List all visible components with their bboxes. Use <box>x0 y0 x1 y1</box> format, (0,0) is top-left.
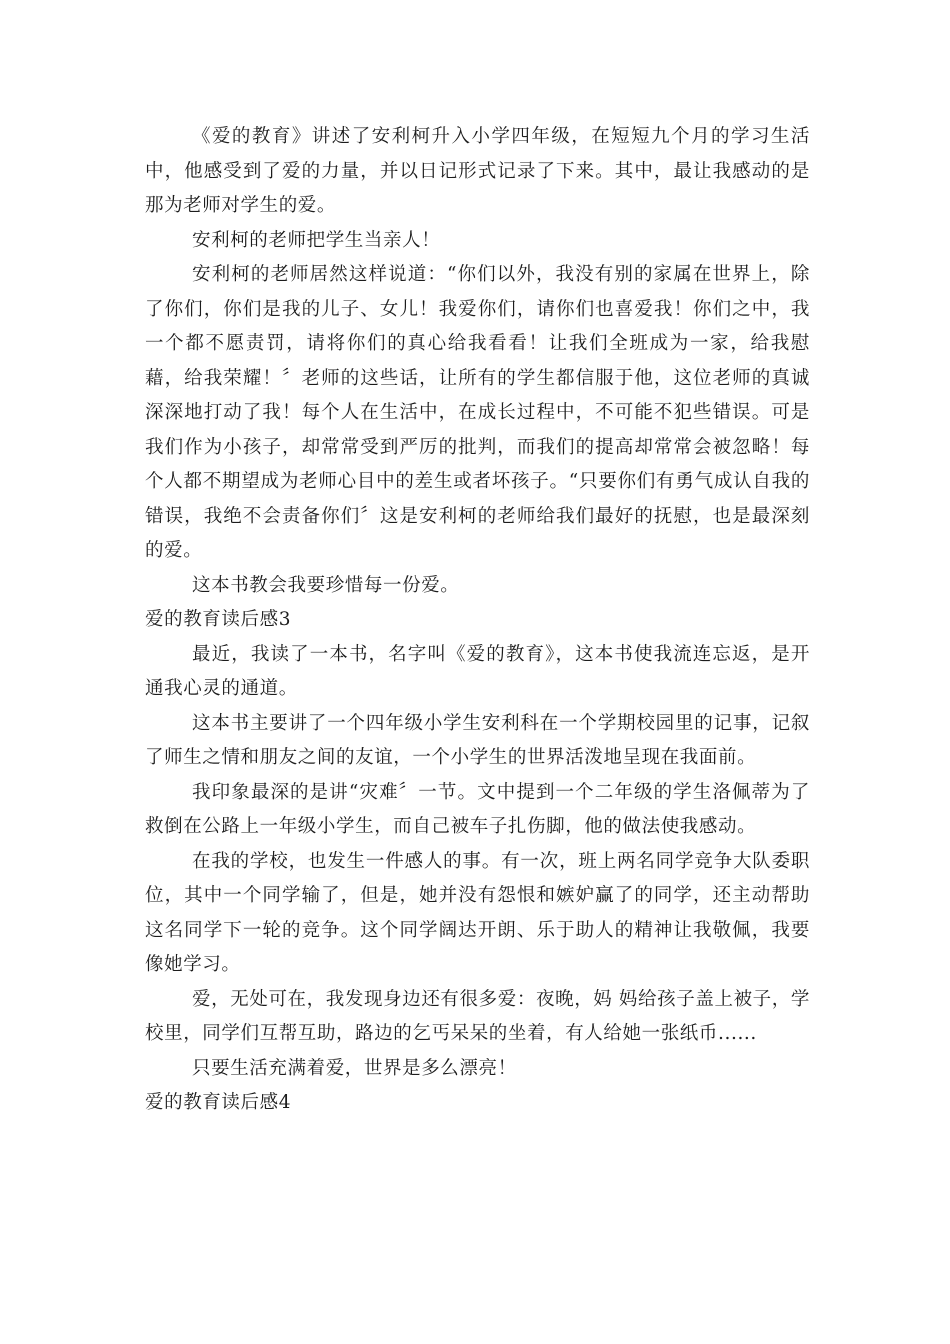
paragraph: 《爱的教育》讲述了安利柯升入小学四年级，在短短九个月的学习生活中，他感受到了爱的力量，并以日记形式记录了下来。其中，最让我感动的是那为老师对学生的爱。 <box>145 126 810 216</box>
paragraph: 这本书教会我要珍惜每一份爱。 <box>192 574 460 596</box>
paragraph: 只要生活充满着爱，世界是多么漂亮！ <box>192 1057 517 1079</box>
paragraph: 在我的学校，也发生一件感人的事。有一次，班上两名同学竞争大队委职位，其中一个同学输了，但是，她并没有怨恨和嫉妒赢了的同学，还主动帮助这名同学下一轮的竞争。这个同学阔达开朗、乐于助人的精神让我敬佩，我要像她学习。 <box>145 850 810 975</box>
paragraph: 最近，我读了一本书，名字叫《爱的教育》，这本书使我流连忘返，是开通我心灵的通道。 <box>145 643 810 699</box>
paragraph: 这本书主要讲了一个四年级小学生安利科在一个学期校园里的记事，记叙了师生之情和朋友之间的友谊，一个小学生的世界活泼地呈现在我面前。 <box>145 712 810 768</box>
paragraph: 安利柯的老师把学生当亲人！ <box>192 229 441 251</box>
section-heading: 爱的教育读后感3 <box>145 609 292 630</box>
section-heading: 爱的教育读后感4 <box>145 1092 292 1113</box>
paragraph: 我印象最深的是讲“灾难〞一节。文中提到一个二年级的学生洛佩蒂为了救倒在公路上一年级小学生，而自己被车子扎伤脚，他的做法使我感动。 <box>145 781 810 837</box>
paragraph: 安利柯的老师居然这样说道：“你们以外，我没有别的家属在世界上，除了你们，你们是我的儿子、女儿！我爱你们，请你们也喜爱我！你们之中，我一个都不愿责罚，请将你们的真心给我看看！让我们全班成为一家，给我慰藉，给我荣耀！〞老师的这些话，让所有的学生都信服于他，这位老师的真诚深深地打动了我！每个人在生活中，在成长过程中，不可能不犯些错误。可是我们作为小孩子，却常常受到严厉的批判，而我们的提高却常常会被忽略！每个人都不期望成为老师心目中的差生或者坏孩子。“只要你们有勇气成认自我的错误，我绝不会责备你们〞这是安利柯的老师给我们最好的抚慰，也是最深刻的爱。 <box>145 264 810 561</box>
paragraph: 爱，无处可在，我发现身边还有很多爱：夜晚，妈 妈给孩子盖上被子，学校里，同学们互帮互助，路边的乞丐呆呆的坐着，有人给她一张纸币...... <box>145 988 810 1044</box>
document-body <box>145 120 810 1121</box>
